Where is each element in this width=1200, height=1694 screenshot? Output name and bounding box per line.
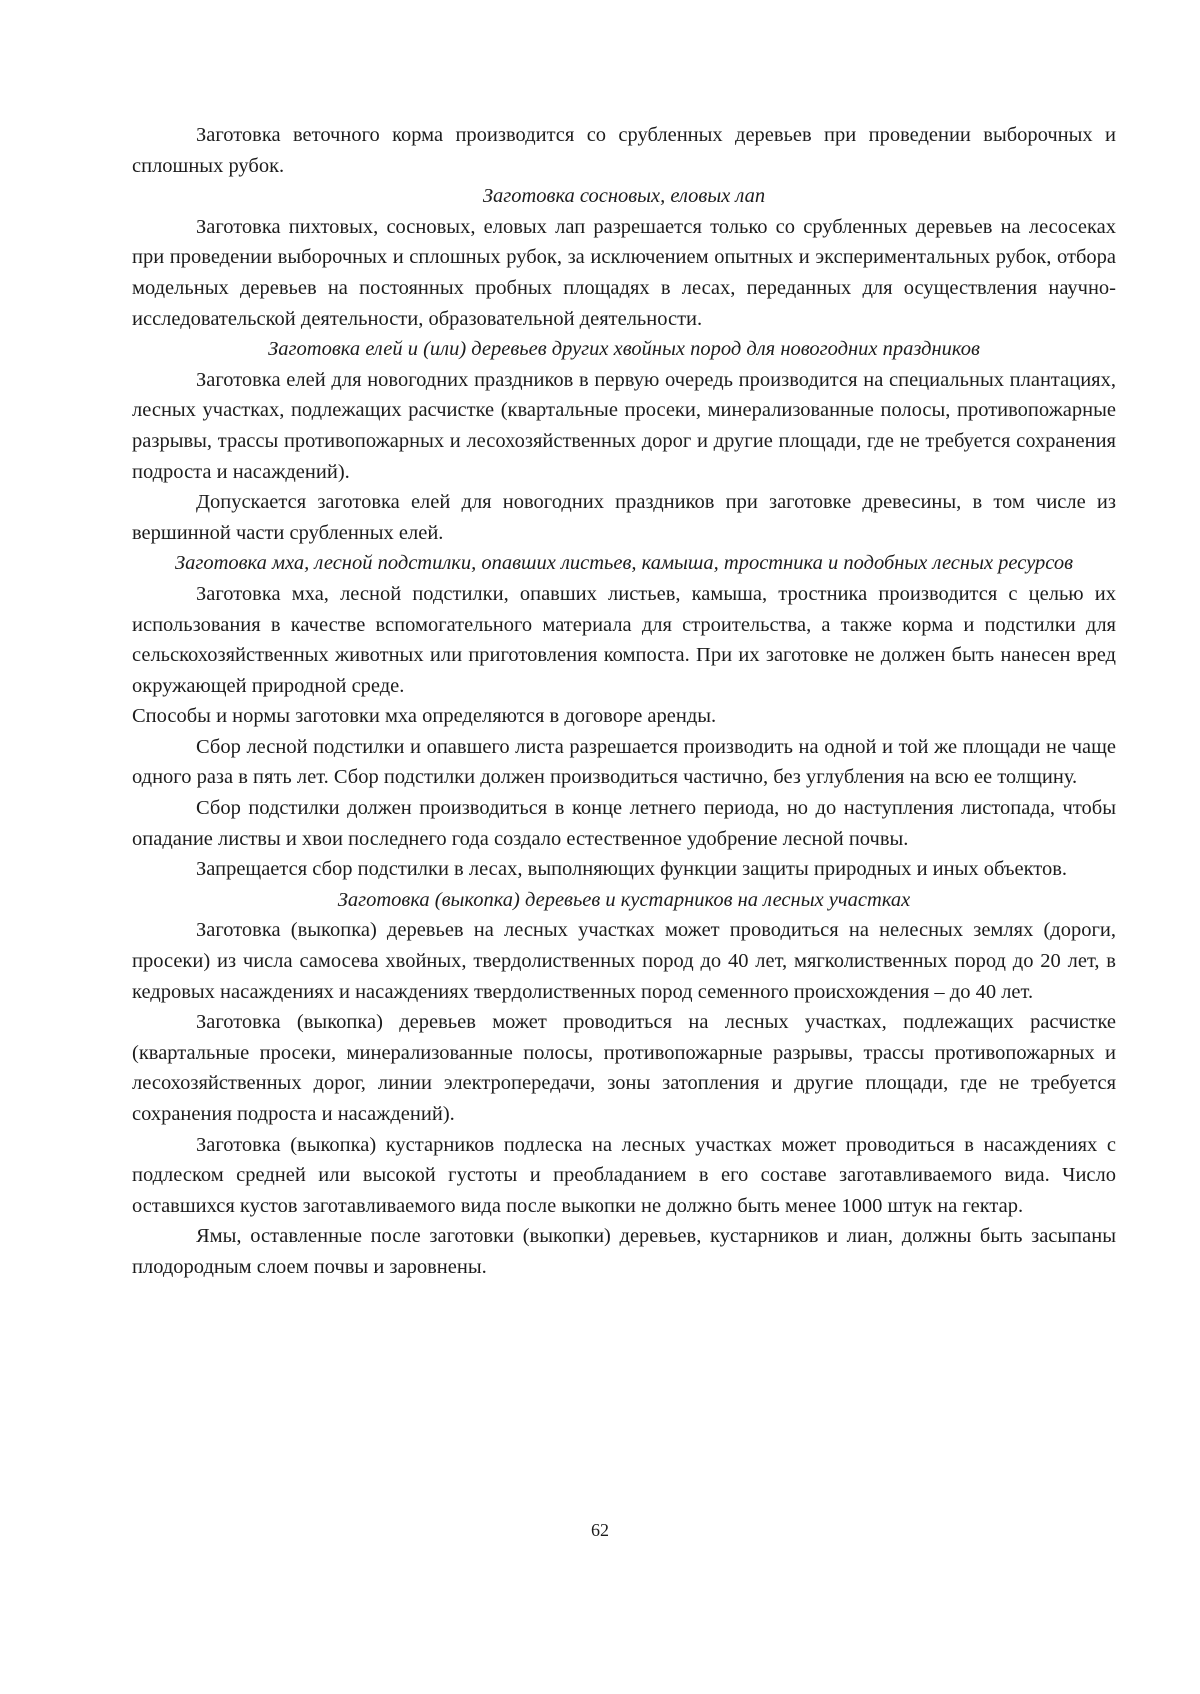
section-heading: Заготовка елей и (или) деревьев других хвойных пород для новогодних праздников bbox=[268, 338, 980, 361]
paragraph: Заготовка мха, лесной подстилки, опавших листьев, камыша, тростника производится с целью их использования в качестве вспомогательного материала для строительства, а также корма и подстилки для сельскохозяйственных животных или приготовления компоста. При их заготовке не должен быть нанесен вред окружающей природной среде. bbox=[132, 582, 1116, 697]
section-heading: Заготовка мха, лесной подстилки, опавших листьев, камыша, тростника и подобных лесных ресурсов bbox=[174, 552, 1074, 575]
paragraph: Заготовка елей для новогодних праздников в первую очередь производится на специальных плантациях, лесных участках, подлежащих расчистке (квартальные просеки, минерализованные полосы, противопожарные разрывы, трассы противопожарных и лесохозяйственных дорог и другие площади, где не требуется сохранения подроста и насаждений). bbox=[132, 368, 1116, 483]
section-heading: Заготовка (выкопка) деревьев и кустарников на лесных участках bbox=[337, 888, 911, 911]
paragraph: Допускается заготовка елей для новогодних праздников при заготовке древесины, в том числе из вершинной части срубленных елей. bbox=[132, 491, 1116, 544]
paragraph: Ямы, оставленные после заготовки (выкопки) деревьев, кустарников и лиан, должны быть засыпаны плодородным слоем почвы и заровнены. bbox=[132, 1225, 1116, 1278]
paragraph: Заготовка (выкопка) кустарников подлеска на лесных участках может проводиться в насаждениях с подлеском средней или высокой густоты и преобладанием в его составе заготавливаемого вида. Число оставшихся кустов заготавливаемого вида после выкопки не должно быть менее 1000 штук на гектар. bbox=[132, 1133, 1116, 1217]
paragraph: Запрещается сбор подстилки в лесах, выполняющих функции защиты природных и иных объектов. bbox=[196, 858, 1068, 881]
paragraph: Сбор лесной подстилки и опавшего листа разрешается производить на одной и той же площади не чаще одного раза в пять лет. Сбор подстилки должен производиться частично, без углубления на всю ее толщину. bbox=[132, 735, 1116, 789]
section-heading: Заготовка сосновых, еловых лап bbox=[482, 185, 766, 208]
paragraph: Способы и нормы заготовки мха определяются в договоре аренды. bbox=[132, 705, 717, 728]
document-body bbox=[132, 120, 1116, 1283]
paragraph: Заготовка (выкопка) деревьев может проводиться на лесных участках, подлежащих расчистке (квартальные просеки, минерализованные полосы, противопожарные разрывы, трассы противопожарных и лесохозяйственных дорог, линии электропередачи, зоны затопления и другие площади, где не требуется сохранения подроста и насаждений). bbox=[132, 1011, 1116, 1125]
paragraph: Заготовка пихтовых, сосновых, еловых лап разрешается только со срубленных деревьев на лесосеках при проведении выборочных и сплошных рубок, за исключением опытных и экспериментальных рубок, отбора модельных деревьев на постоянных пробных площадях в лесах, переданных для осуществления научно-исследовательской деятельности, образовательной деятельности. bbox=[132, 215, 1116, 330]
paragraph: Сбор подстилки должен производиться в конце летнего периода, но до наступления листопада, чтобы опадание листвы и хвои последнего года создало естественное удобрение лесной почвы. bbox=[132, 797, 1116, 850]
paragraph: Заготовка (выкопка) деревьев на лесных участках может проводиться на нелесных землях (дороги, просеки) из числа самосева хвойных, твердолиственных пород до 40 лет, мягколиственных пород до 20 лет, в кедровых насаждениях и насаждениях твердолиственных пород семенного происхождения – до 40 лет. bbox=[132, 919, 1116, 1003]
paragraph: Заготовка веточного корма производится со срубленных деревьев при проведении выборочных и сплошных рубок. bbox=[132, 124, 1116, 177]
page-number: 62 bbox=[591, 1520, 609, 1540]
